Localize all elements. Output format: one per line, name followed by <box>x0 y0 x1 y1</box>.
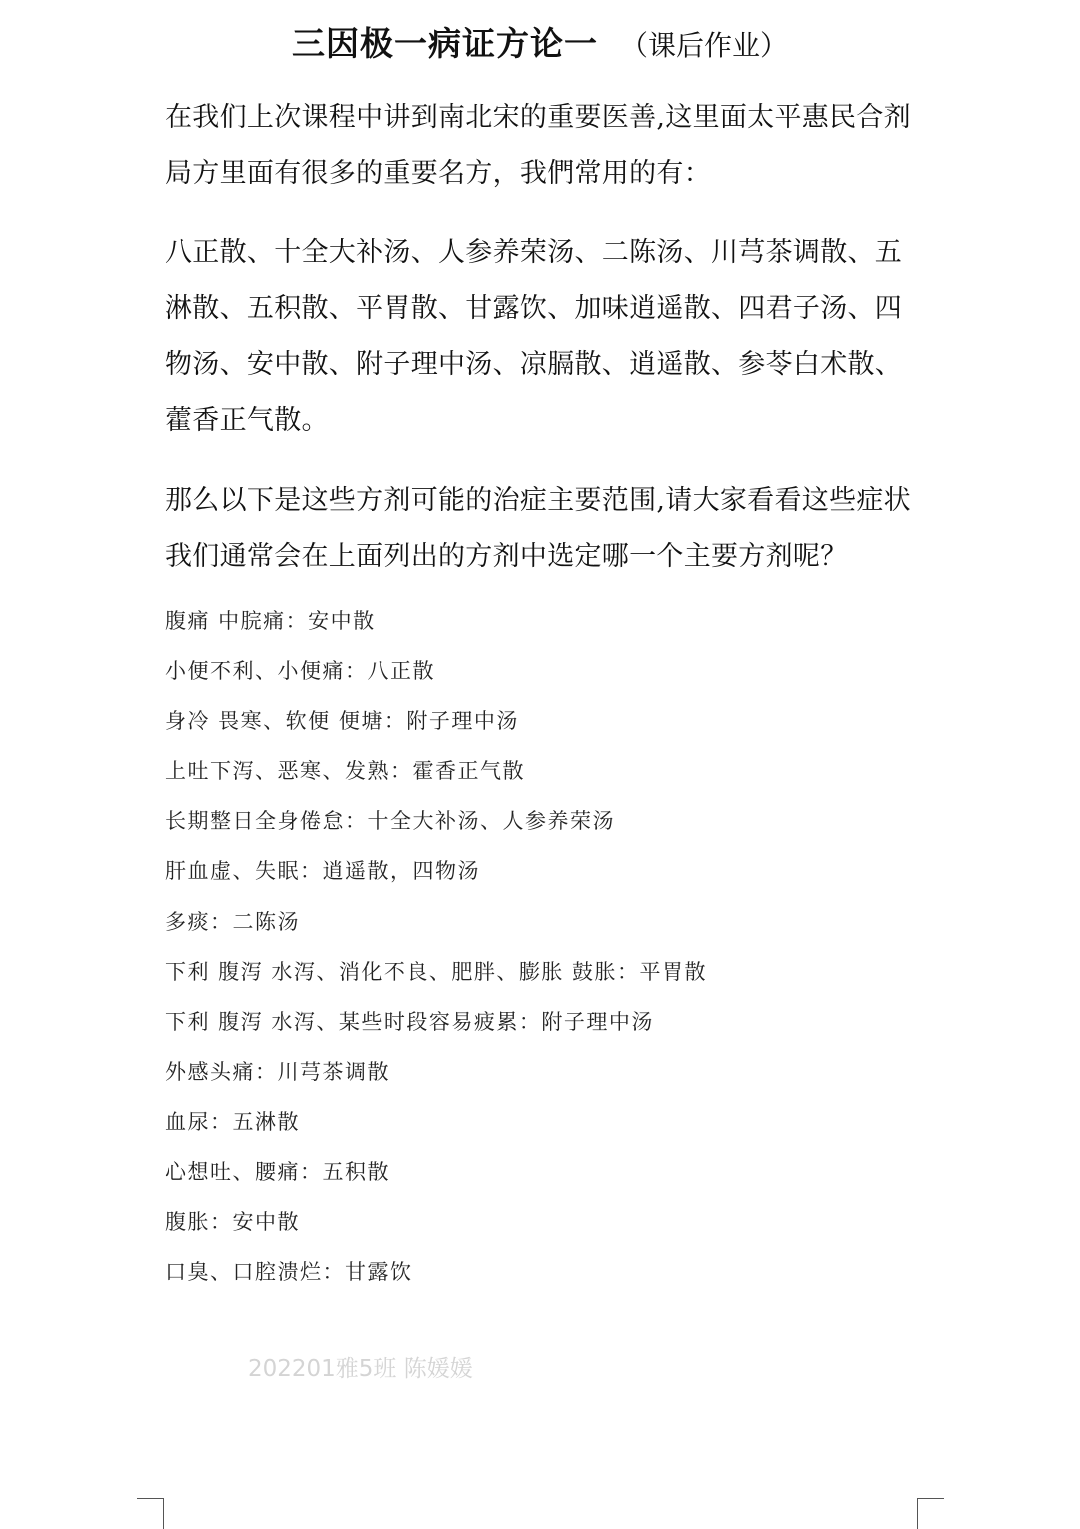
answer-item: 血尿：五淋散 <box>165 1109 300 1134</box>
answer-list <box>165 600 925 1301</box>
formula-list-paragraph: 八正散、十全大补汤、人参养荣汤、二陈汤、川芎茶调散、五淋散、五积散、平胃散、甘露饮、加味逍遥散、四君子汤、四物汤、安中散、附子理中汤、凉膈散、逍遥散、参苓白术散、藿香正气散。 <box>165 237 903 436</box>
answer-item: 肝血虚、失眠：逍遥散，四物汤 <box>165 859 480 884</box>
document-title-line <box>0 18 1080 65</box>
answer-item: 长期整日全身倦怠：十全大补汤、人参养荣汤 <box>165 809 615 834</box>
answer-item: 心想吐、腰痛：五积散 <box>165 1160 390 1185</box>
page-corner-mark-left <box>137 1498 164 1529</box>
answer-item: 下利 腹泻 水泻、某些时段容易疲累：附子理中汤 <box>165 1009 654 1034</box>
answer-item: 腹痛 中脘痛：安中散 <box>165 609 376 633</box>
answer-item: 腹胀：安中散 <box>165 1210 300 1235</box>
intro-paragraph: 在我们上次课程中讲到南北宋的重要医善,这里面太平惠民合剂局方里面有很多的重要名方，我們常用的有： <box>165 102 911 189</box>
answer-item: 上吐下泻、恶寒、发熟：霍香正气散 <box>165 759 525 784</box>
document-title: 三因极一病证方论一 <box>291 24 598 63</box>
question-paragraph: 那么以下是这些方剂可能的治症主要范围,请大家看看这些症状我们通常会在上面列出的方剂中选定哪一个主要方剂呢？ <box>165 485 911 572</box>
document-subtitle: （课后作业） <box>619 29 788 62</box>
author-watermark: 202201雅5班 陈媛媛 <box>248 1356 473 1382</box>
answer-item: 外感头痛：川芎茶调散 <box>165 1059 390 1084</box>
answer-item: 多痰：二陈汤 <box>165 909 300 934</box>
answer-item: 身冷 畏寒、软便 便塘：附子理中汤 <box>165 709 519 734</box>
answer-item: 下利 腹泻 水泻、消化不良、肥胖、膨胀 鼓胀：平胃散 <box>165 959 708 984</box>
answer-item: 小便不利、小便痛：八正散 <box>165 659 435 684</box>
answer-item: 口臭、口腔溃烂：甘露饮 <box>165 1260 413 1285</box>
page-corner-mark-right <box>917 1498 944 1529</box>
